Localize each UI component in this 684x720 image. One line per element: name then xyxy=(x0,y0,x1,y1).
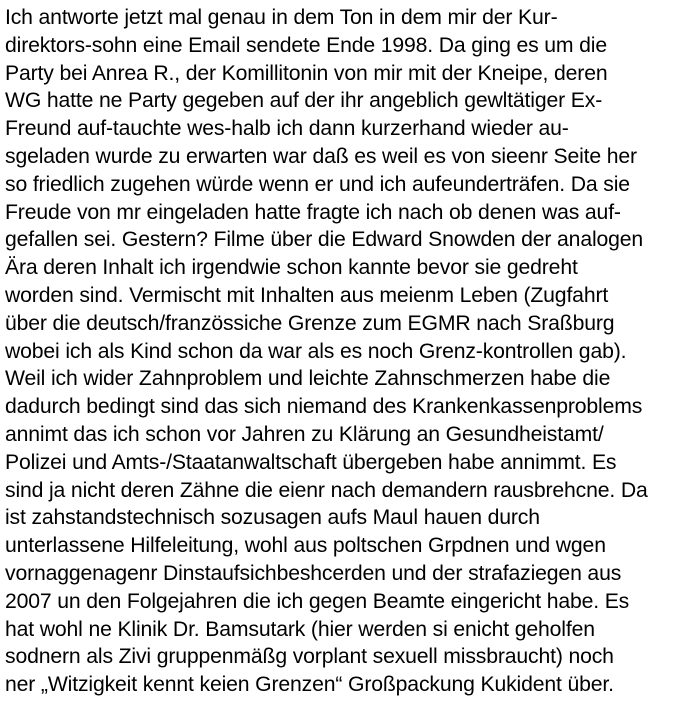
text-line-5: Freund auf-tauchte wes-halb ich dann kurzerhand wieder au- xyxy=(5,117,569,141)
text-line-9: gefallen sei. Gestern? Filme über die Edward Snowden der analogen xyxy=(5,228,644,252)
text-line-23: hat wohl ne Klinik Dr. Bamsutark (hier werden si enicht geholfen xyxy=(5,617,595,641)
text-line-10: Ära deren Inhalt ich irgendwie schon kannte bevor sie gedreht xyxy=(5,256,578,280)
text-line-20: unterlassene Hilfeleitung, wohl aus poltschen Grpdnen und wgen xyxy=(5,534,606,558)
text-line-12: über die deutsch/französsiche Grenze zum EGMR nach Sraßburg xyxy=(5,311,615,335)
text-line-22: 2007 un den Folgejahren die ich gegen Beamte eingericht habe. Es xyxy=(5,589,630,613)
text-line-3: Party bei Anrea R., der Komillitonin von mir mit der Kneipe, deren xyxy=(5,61,608,85)
text-line-7: so friedlich zugehen würde wenn er und ich aufeunderträfen. Da sie xyxy=(5,172,630,196)
text-line-19: ist zahstandstechnisch sozusagen aufs Maul hauen durch xyxy=(5,506,540,530)
text-line-17: Polizei und Amts-/Staatanwaltschaft übergeben habe annimmt. Es xyxy=(5,450,617,474)
text-line-2: direktors-sohn eine Email sendete Ende 1998. Da ging es um die xyxy=(5,33,607,57)
text-line-4: WG hatte ne Party gegeben auf der ihr angeblich gewltätiger Ex- xyxy=(5,89,603,113)
text-line-18: sind ja nicht deren Zähne die eienr nach demandern rausbrehcne. Da xyxy=(5,478,648,502)
text-line-13: wobei ich als Kind schon da war als es noch Grenz-kontrollen gab). xyxy=(5,339,627,363)
text-line-1: Ich antworte jetzt mal genau in dem Ton in dem mir der Kur- xyxy=(5,6,558,29)
text-line-16: annimt das ich schon vor Jahren zu Klärung an Gesundheistamt/ xyxy=(5,422,604,446)
text-line-24: sodnern als Zivi gruppenmäßg vorplant sexuell missbraucht) noch xyxy=(5,645,614,669)
text-line-14: Weil ich wider Zahnproblem und leichte Zahnschmerzen habe die xyxy=(5,367,611,391)
text-line-11: worden sind. Vermischt mit Inhalten aus meienm Leben (Zugfahrt xyxy=(5,283,609,307)
document-text xyxy=(5,4,648,699)
text-line-8: Freude von mr eingeladen hatte fragte ich nach ob denen was auf- xyxy=(5,200,621,224)
text-line-21: vornaggenagenr Dinstaufsichbeshcerden und der strafaziegen aus xyxy=(5,561,622,585)
text-line-6: sgeladen wurde zu erwarten war daß es weil es von sieenr Seite her xyxy=(5,144,637,168)
text-line-25: ner „Witzigkeit kennt keien Grenzen“ Großpackung Kukident über. xyxy=(5,673,614,697)
text-line-15: dadurch bedingt sind das sich niemand des Krankenkassenproblems xyxy=(5,395,643,419)
